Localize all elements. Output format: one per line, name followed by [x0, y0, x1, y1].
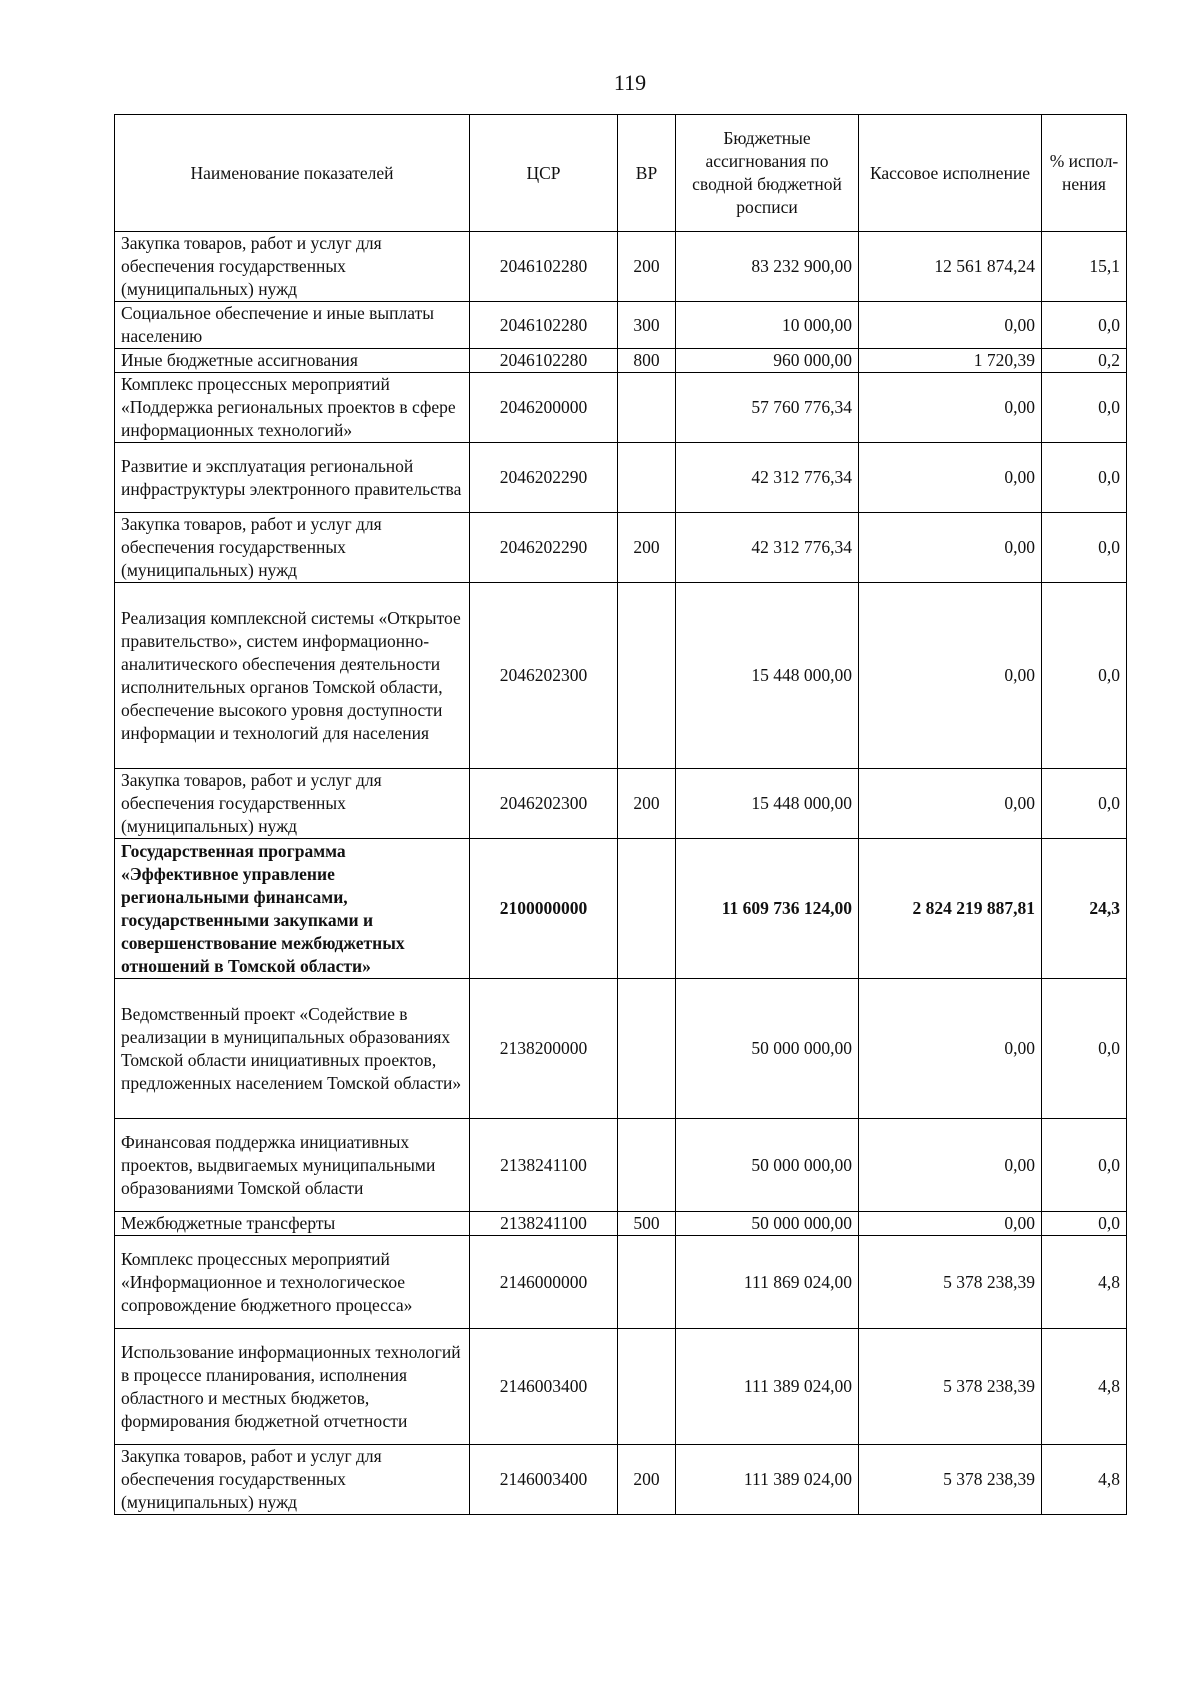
row-csr: 2046102280 [470, 302, 618, 349]
table-row [115, 839, 1127, 979]
row-pct: 0,0 [1042, 583, 1127, 769]
row-vr [618, 443, 676, 513]
row-vr [618, 583, 676, 769]
row-vr [618, 839, 676, 979]
row-budget: 50 000 000,00 [676, 1212, 859, 1236]
row-budget: 960 000,00 [676, 349, 859, 373]
row-pct: 24,3 [1042, 839, 1127, 979]
row-name: Закупка товаров, работ и услуг для обеспечения государственных (муниципальных) нужд [115, 1445, 470, 1515]
row-pct: 0,0 [1042, 979, 1127, 1119]
header-pct: % испол- нения [1042, 115, 1127, 232]
row-name: Социальное обеспечение и иные выплаты населению [115, 302, 470, 349]
table-row [115, 583, 1127, 769]
table-row [115, 373, 1127, 443]
row-name: Межбюджетные трансферты [115, 1212, 470, 1236]
row-cash: 12 561 874,24 [859, 232, 1042, 302]
row-cash: 0,00 [859, 373, 1042, 443]
table-row [115, 1236, 1127, 1329]
row-vr [618, 979, 676, 1119]
header-row [115, 115, 1127, 232]
row-pct: 4,8 [1042, 1329, 1127, 1445]
table-row [115, 302, 1127, 349]
row-vr: 300 [618, 302, 676, 349]
row-name: Государственная программа «Эффективное управление региональными финансами, государственными закупками и совершенствование межбюджетных отношений в Томской области» [115, 839, 470, 979]
row-name: Иные бюджетные ассигнования [115, 349, 470, 373]
table-row [115, 513, 1127, 583]
row-vr: 800 [618, 349, 676, 373]
row-budget: 111 389 024,00 [676, 1445, 859, 1515]
header-vr: ВР [618, 115, 676, 232]
row-budget: 57 760 776,34 [676, 373, 859, 443]
row-csr: 2100000000 [470, 839, 618, 979]
row-pct: 0,0 [1042, 1119, 1127, 1212]
budget-table [114, 114, 1127, 1515]
row-cash: 5 378 238,39 [859, 1236, 1042, 1329]
header-csr: ЦСР [470, 115, 618, 232]
row-budget: 15 448 000,00 [676, 583, 859, 769]
header-cash: Кассовое исполнение [859, 115, 1042, 232]
row-vr: 200 [618, 1445, 676, 1515]
row-cash: 2 824 219 887,81 [859, 839, 1042, 979]
row-csr: 2046102280 [470, 232, 618, 302]
row-pct: 0,0 [1042, 1212, 1127, 1236]
row-name: Ведомственный проект «Содействие в реализации в муниципальных образованиях Томской области инициативных проектов, предложенных населением Томской области» [115, 979, 470, 1119]
row-name: Финансовая поддержка инициативных проектов, выдвигаемых муниципальными образованиями Томской области [115, 1119, 470, 1212]
table-row [115, 1329, 1127, 1445]
row-csr: 2138200000 [470, 979, 618, 1119]
row-pct: 4,8 [1042, 1236, 1127, 1329]
row-csr: 2046102280 [470, 349, 618, 373]
row-cash: 0,00 [859, 1212, 1042, 1236]
row-pct: 0,0 [1042, 769, 1127, 839]
row-cash: 0,00 [859, 513, 1042, 583]
table-row [115, 1119, 1127, 1212]
row-csr: 2146003400 [470, 1445, 618, 1515]
row-cash: 0,00 [859, 443, 1042, 513]
row-budget: 83 232 900,00 [676, 232, 859, 302]
row-budget: 50 000 000,00 [676, 979, 859, 1119]
table-row [115, 769, 1127, 839]
row-csr: 2046202290 [470, 513, 618, 583]
row-csr: 2046202300 [470, 583, 618, 769]
row-cash: 0,00 [859, 583, 1042, 769]
row-vr [618, 373, 676, 443]
row-pct: 0,0 [1042, 443, 1127, 513]
row-name: Комплекс процессных мероприятий «Информационное и технологическое сопровождение бюджетного процесса» [115, 1236, 470, 1329]
table-row [115, 1212, 1127, 1236]
row-cash: 5 378 238,39 [859, 1445, 1042, 1515]
row-vr [618, 1236, 676, 1329]
row-csr: 2046202300 [470, 769, 618, 839]
row-csr: 2138241100 [470, 1119, 618, 1212]
row-name: Закупка товаров, работ и услуг для обеспечения государственных (муниципальных) нужд [115, 232, 470, 302]
row-budget: 111 869 024,00 [676, 1236, 859, 1329]
row-csr: 2046200000 [470, 373, 618, 443]
row-name: Закупка товаров, работ и услуг для обеспечения государственных (муниципальных) нужд [115, 769, 470, 839]
table-row [115, 1445, 1127, 1515]
row-pct: 15,1 [1042, 232, 1127, 302]
row-name: Закупка товаров, работ и услуг для обеспечения государственных (муниципальных) нужд [115, 513, 470, 583]
table-row [115, 232, 1127, 302]
row-cash: 0,00 [859, 302, 1042, 349]
row-budget: 42 312 776,34 [676, 513, 859, 583]
row-cash: 5 378 238,39 [859, 1329, 1042, 1445]
row-name: Использование информационных технологий в процессе планирования, исполнения областного и местных бюджетов, формирования бюджетной отчетности [115, 1329, 470, 1445]
row-name: Реализация комплексной системы «Открытое правительство», систем информационно-аналитического обеспечения деятельности исполнительных органов Томской области, обеспечение высокого уровня доступности информации и технологий для населения [115, 583, 470, 769]
row-budget: 15 448 000,00 [676, 769, 859, 839]
row-budget: 42 312 776,34 [676, 443, 859, 513]
row-csr: 2138241100 [470, 1212, 618, 1236]
row-name: Комплекс процессных мероприятий «Поддержка региональных проектов в сфере информационных технологий» [115, 373, 470, 443]
row-pct: 0,0 [1042, 513, 1127, 583]
page-number: 119 [613, 70, 647, 95]
row-name: Развитие и эксплуатация региональной инфраструктуры электронного правительства [115, 443, 470, 513]
header-budget: Бюджетные ассигнования по сводной бюджетной росписи [676, 115, 859, 232]
table-row [115, 349, 1127, 373]
table-body [115, 232, 1127, 1515]
row-vr: 200 [618, 232, 676, 302]
row-cash: 0,00 [859, 769, 1042, 839]
row-pct: 4,8 [1042, 1445, 1127, 1515]
row-budget: 11 609 736 124,00 [676, 839, 859, 979]
row-budget: 10 000,00 [676, 302, 859, 349]
header-name: Наименование показателей [115, 115, 470, 232]
row-cash: 0,00 [859, 1119, 1042, 1212]
table-row [115, 979, 1127, 1119]
row-cash: 0,00 [859, 979, 1042, 1119]
row-budget: 111 389 024,00 [676, 1329, 859, 1445]
row-cash: 1 720,39 [859, 349, 1042, 373]
row-vr: 200 [618, 769, 676, 839]
row-pct: 0,0 [1042, 373, 1127, 443]
row-csr: 2146000000 [470, 1236, 618, 1329]
row-csr: 2146003400 [470, 1329, 618, 1445]
row-budget: 50 000 000,00 [676, 1119, 859, 1212]
table-row [115, 443, 1127, 513]
row-vr [618, 1329, 676, 1445]
row-pct: 0,2 [1042, 349, 1127, 373]
row-vr: 500 [618, 1212, 676, 1236]
row-csr: 2046202290 [470, 443, 618, 513]
row-vr [618, 1119, 676, 1212]
row-vr: 200 [618, 513, 676, 583]
row-pct: 0,0 [1042, 302, 1127, 349]
